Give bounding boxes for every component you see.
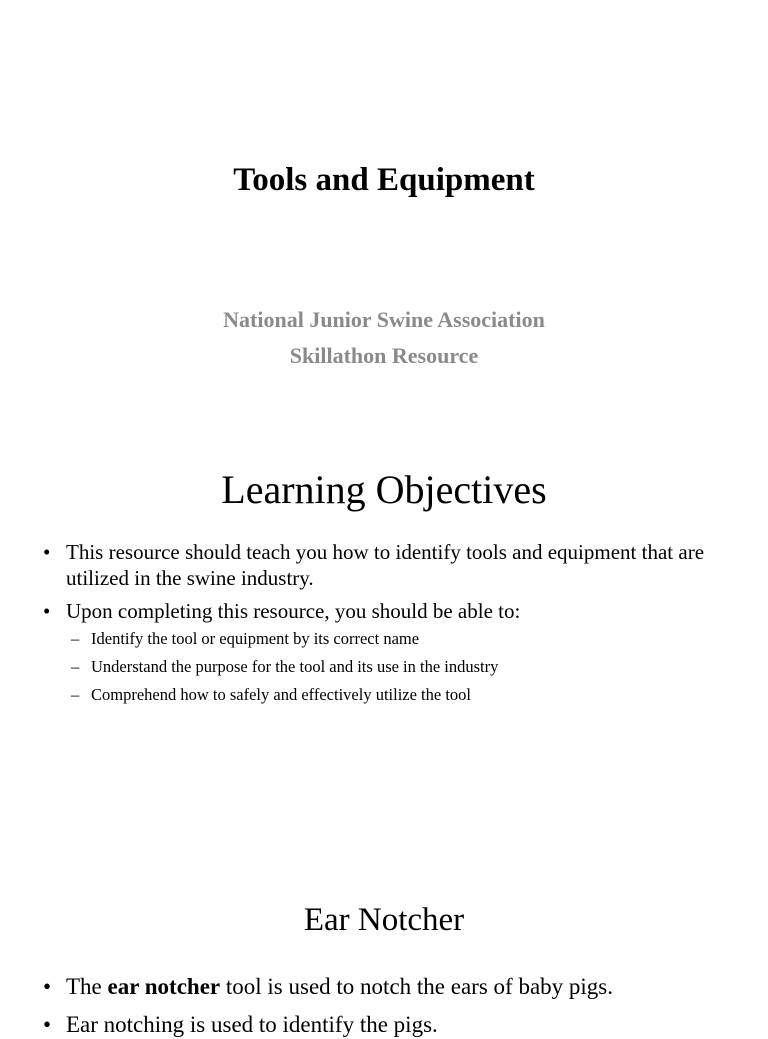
bullet-text: This resource should teach you how to identify tools and equipment that are utilized in the swine industry.: [66, 540, 705, 590]
sub-bullet-text: Comprehend how to safely and effectively utilize the tool: [91, 685, 471, 704]
sub-list-item: [0, 653, 768, 681]
list-item: [0, 598, 768, 624]
list-item: [0, 1010, 768, 1039]
bullet-glyph: •: [43, 540, 51, 564]
dash-glyph: –: [71, 657, 80, 676]
bullet-text-bold: ear notcher: [107, 974, 221, 999]
bullet-text: Ear notching is used to identify the pigs.: [66, 1012, 438, 1037]
sub-list-item: [0, 625, 768, 653]
objectives-heading: Learning Objectives: [221, 467, 547, 512]
ear-notcher-list: [0, 972, 768, 1039]
subtitle-resource: Skillathon Resource: [289, 343, 479, 368]
list-item: [0, 972, 768, 1001]
ear-notcher-heading: Ear Notcher: [303, 902, 465, 938]
sub-list-item: [0, 681, 768, 709]
bullet-glyph: •: [43, 974, 52, 999]
sub-bullet-text: Understand the purpose for the tool and its use in the industry: [91, 657, 499, 676]
bullet-text: Upon completing this resource, you should be able to:: [66, 599, 521, 623]
dash-glyph: –: [71, 685, 80, 704]
bullet-text-suffix: tool is used to notch the ears of baby pigs.: [220, 974, 613, 999]
bullet-glyph: •: [43, 1012, 52, 1037]
subtitle-organization: National Junior Swine Association: [223, 307, 545, 332]
bullet-text-prefix: The: [66, 974, 108, 999]
bullet-glyph: •: [43, 599, 51, 623]
page-title: Tools and Equipment: [233, 162, 535, 198]
dash-glyph: –: [71, 629, 80, 648]
list-item: [0, 539, 768, 591]
objectives-list: [0, 539, 768, 709]
sub-bullet-text: Identify the tool or equipment by its correct name: [91, 629, 420, 648]
